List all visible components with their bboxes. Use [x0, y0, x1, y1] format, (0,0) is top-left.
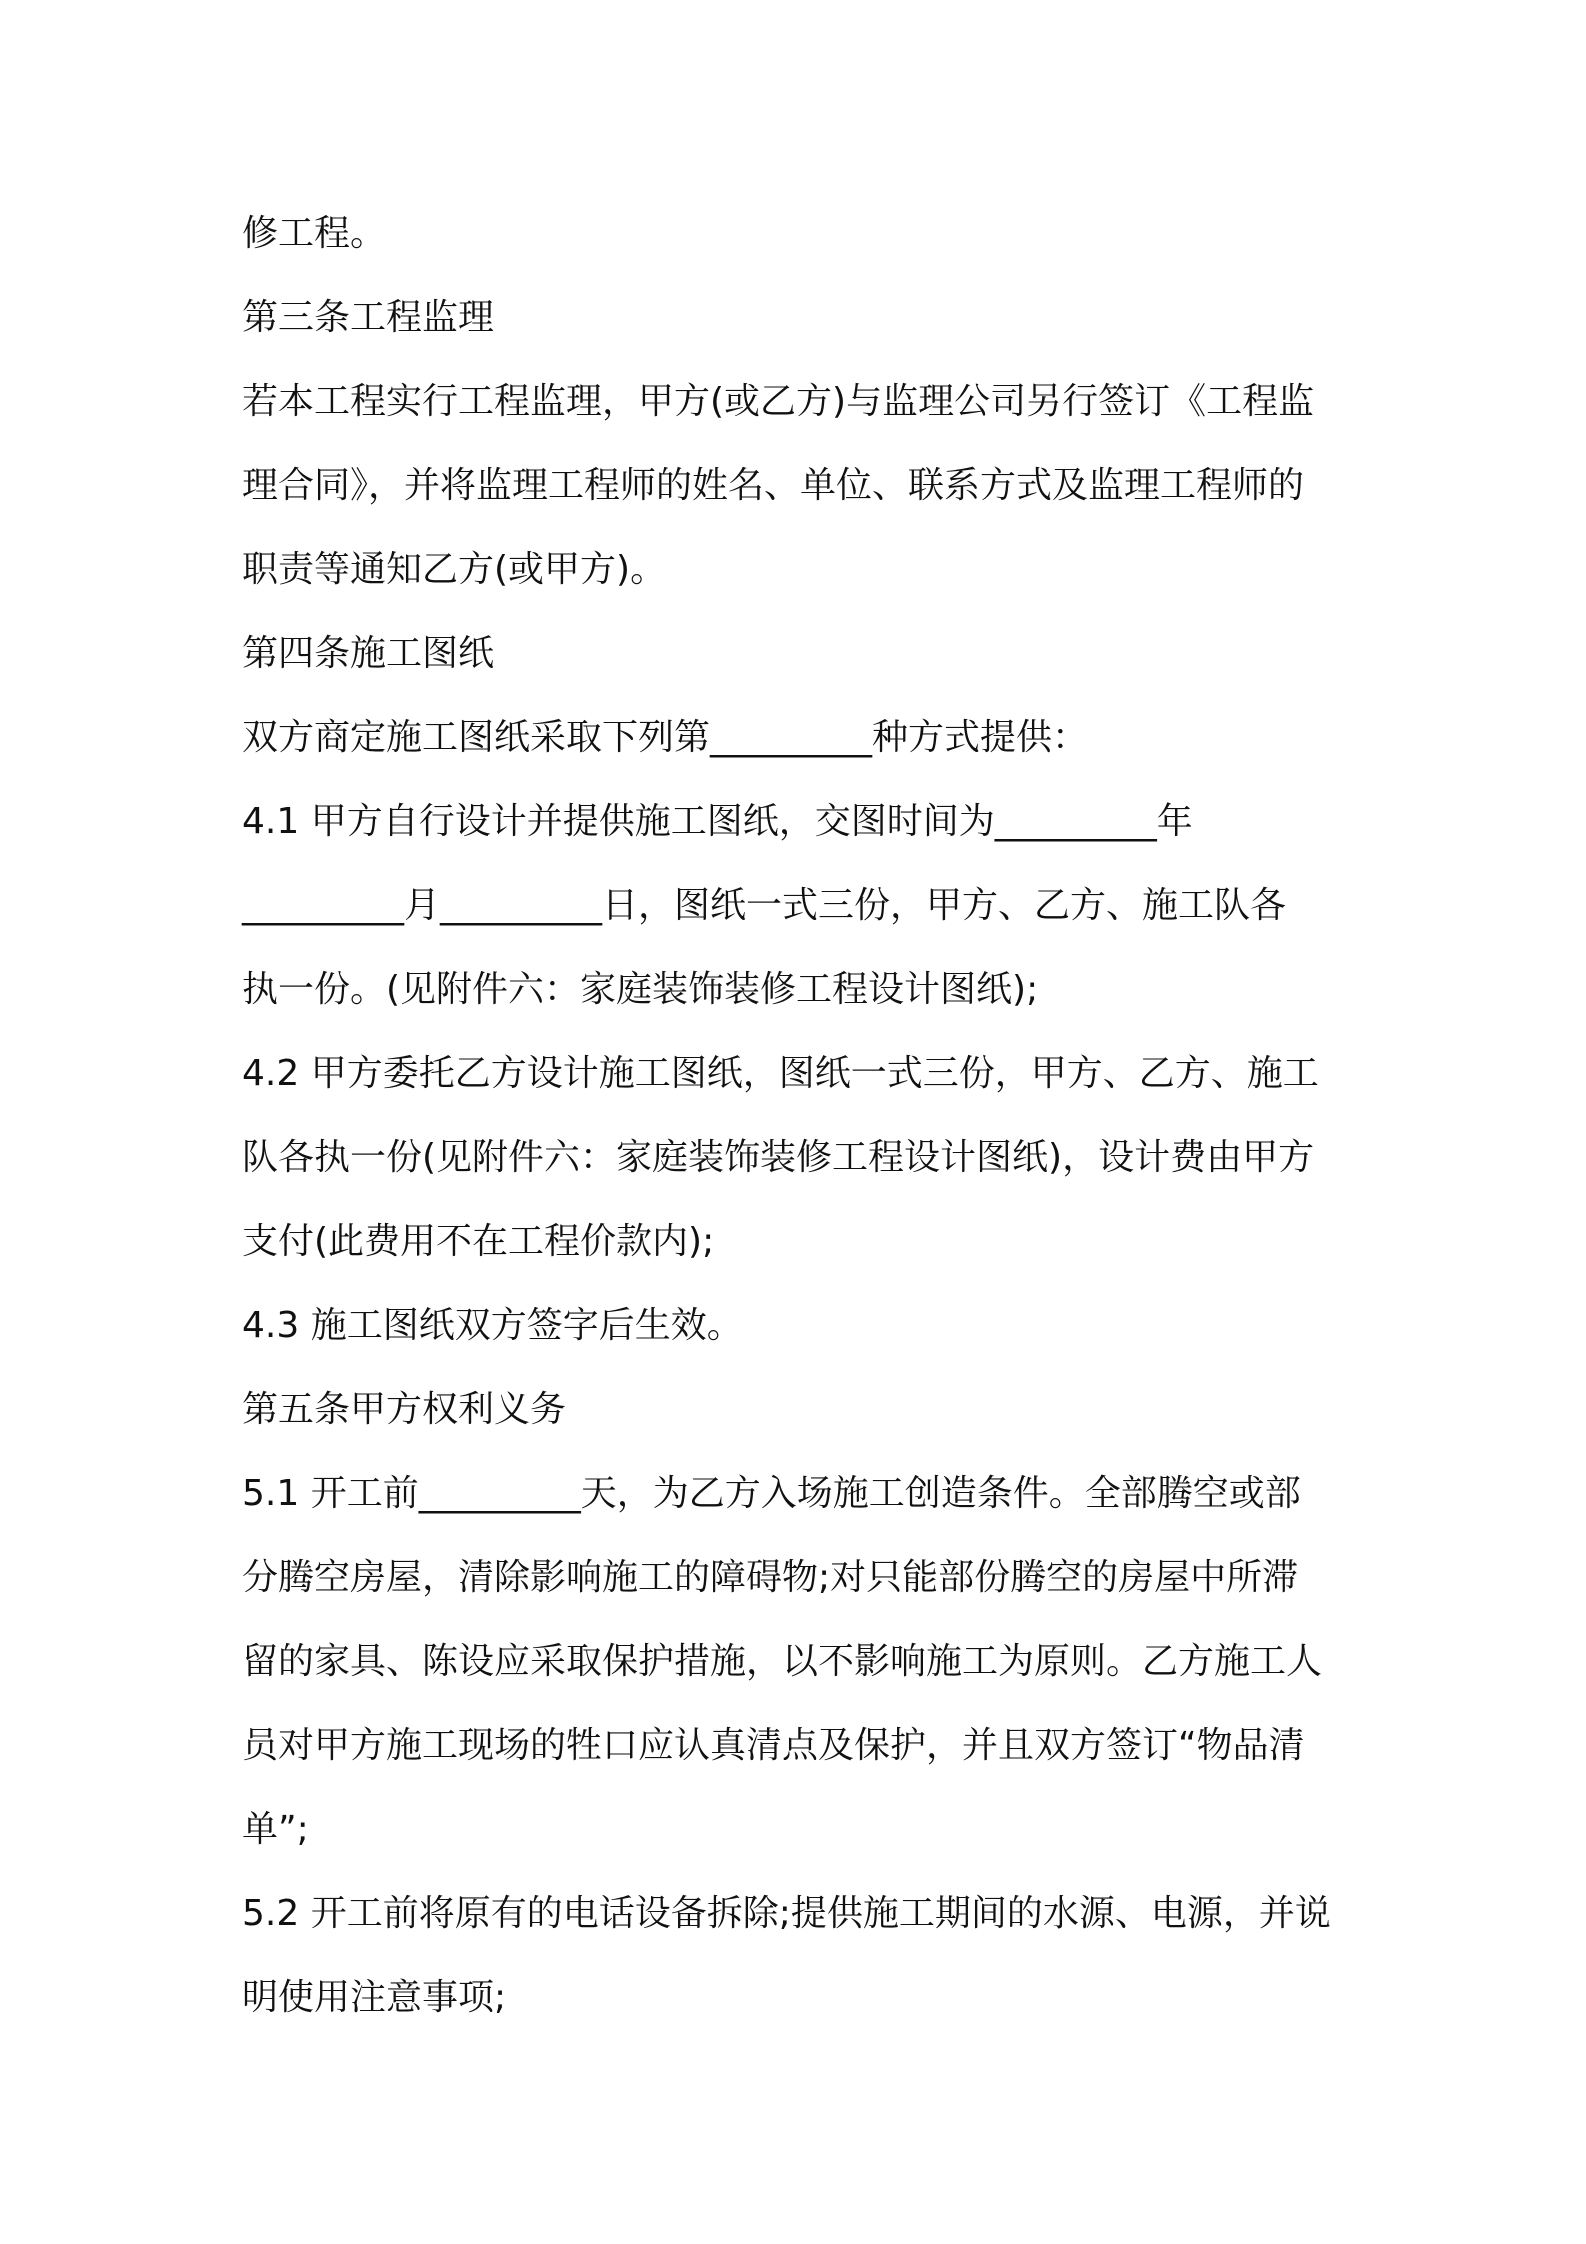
- text-line: 5.2 开工前将原有的电话设备拆除;提供施工期间的水源、电源，并说: [242, 1893, 1331, 1934]
- text-line: 队各执一份(见附件六：家庭装饰装修工程设计图纸)，设计费由甲方: [242, 1137, 1315, 1178]
- text-line: 员对甲方施工现场的牲口应认真清点及保护，并且双方签订“物品清: [242, 1725, 1305, 1766]
- text-line: 双方商定施工图纸采取下列第_________种方式提供：: [242, 717, 1089, 758]
- text-line: 留的家具、陈设应采取保护措施，以不影响施工为原则。乙方施工人: [242, 1641, 1323, 1682]
- text-line: 单”;: [242, 1809, 309, 1850]
- section-heading: 第四条施工图纸: [242, 633, 495, 674]
- text-line: 修工程。: [242, 213, 387, 254]
- text-line: 职责等通知乙方(或甲方)。: [242, 549, 667, 590]
- section-heading: 第三条工程监理: [242, 297, 495, 338]
- text-line: 若本工程实行工程监理，甲方(或乙方)与监理公司另行签订《工程监: [242, 381, 1315, 422]
- text-line: _________月_________日，图纸一式三份，甲方、乙方、施工队各: [242, 885, 1287, 926]
- text-line: 理合同》，并将监理工程师的姓名、单位、联系方式及监理工程师的: [242, 465, 1305, 506]
- text-line: 支付(此费用不在工程价款内);: [242, 1221, 715, 1262]
- text-line: 4.2 甲方委托乙方设计施工图纸，图纸一式三份，甲方、乙方、施工: [242, 1053, 1319, 1094]
- text-line: 分腾空房屋，清除影响施工的障碍物;对只能部份腾空的房屋中所滞: [242, 1557, 1299, 1598]
- text-line: 明使用注意事项;: [242, 1977, 507, 2018]
- document-body: [242, 192, 1352, 2040]
- text-line: 5.1 开工前_________天，为乙方入场施工创造条件。全部腾空或部: [242, 1473, 1301, 1514]
- section-heading: 第五条甲方权利义务: [242, 1389, 567, 1430]
- text-line: 执一份。(见附件六：家庭装饰装修工程设计图纸);: [242, 969, 1039, 1010]
- text-line: 4.3 施工图纸双方签字后生效。: [242, 1305, 743, 1346]
- text-line: 4.1 甲方自行设计并提供施工图纸，交图时间为_________年: [242, 801, 1193, 842]
